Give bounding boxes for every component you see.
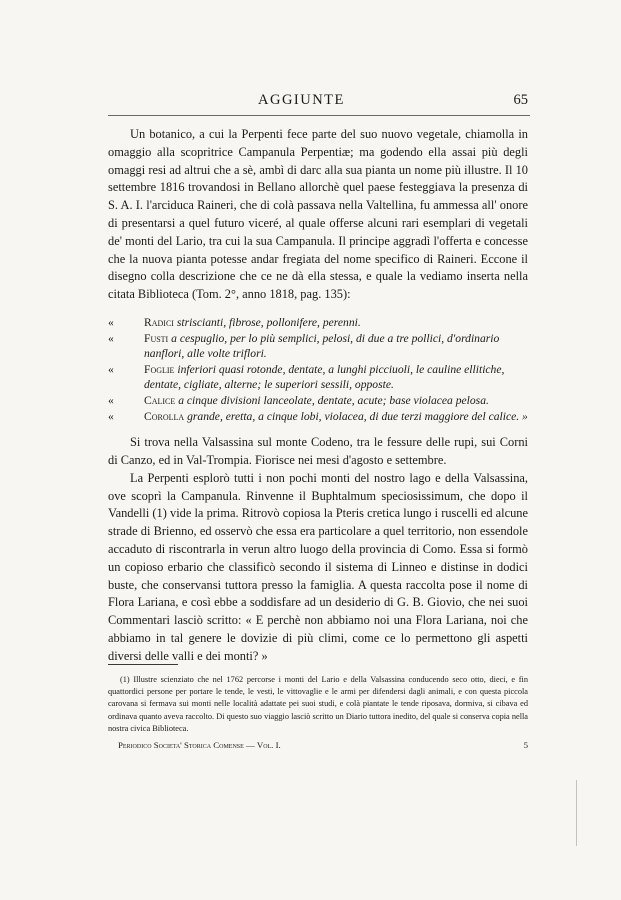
quote-term: Fusti (144, 331, 169, 345)
page-number: 65 (513, 92, 528, 108)
header-rule (108, 115, 530, 116)
main-text (108, 126, 528, 665)
quote-line: « Calice a cinque divisioni lanceolate, dentate, acute; base violacea pelosa. (108, 393, 489, 407)
quote-term: Calice (144, 393, 176, 407)
header-title: AGGIUNTE (258, 92, 345, 108)
quote-term: Corolla (144, 409, 185, 423)
plant-description (108, 315, 528, 424)
footnote-rule (108, 664, 178, 665)
quote-line: « Foglie inferiori quasi rotonde, dentate, a lunghi picciuoli, le cauline ellitiche, dentate, cigliate, alterne; le superiori sessili, opposte. (108, 362, 505, 392)
paragraph: La Perpenti esplorò tutti i non pochi monti del nostro lago e della Valsassina, ove scoprì la Campanula. Rinvenne il Buphtalmum speciosissimum, che dopo il Vandelli (1) vide la prima. Ritrovò copiosa la Pteris cretica lungo i ruscelli ed alcune strade di Brienno, ed osservò che essa era particolare a quel territorio, non essendole accaduto di riscontrarla in verun altro luogo della provincia di Como. Essa si formò un copioso erbario che classificò secondo il sistema di Linneo e distinse in dodici buste, che conservansi tuttora presso la famiglia. A questa raccolta pose il nome di Flora Lariana, e così ebbe a soddisfare ad un desiderio di G. B. Giovio, che nei suoi Commentari lasciò scritto: « E perchè non abbiamo noi una Flora Lariana, noi che abbiamo in tal genere le dovizie di più climi, come ce lo permettono gli aspetti diversi delle valli e dei monti? » (108, 470, 528, 663)
quote-term: Foglie (144, 362, 175, 376)
footnote (108, 674, 528, 735)
page-footer (118, 740, 528, 750)
signature-mark: 5 (523, 740, 528, 750)
quote-line: « Fusti a cespuglio, per lo più semplici, pelosi, di due a tre pollici, d'ordinario nanflori, alle volte triflori. (108, 331, 500, 361)
quote-line: « Corolla grande, eretta, a cinque lobi, violacea, di due terzi maggiore del calice. » (108, 409, 528, 423)
quote-term: Radici (144, 315, 174, 329)
footnote-text: (1) Illustre scienziato che nel 1762 percorse i monti del Lario e della Valsassina conducendo seco otto, dieci, e fin quattordici persone per portare le tende, le vesti, le vittovaglie e le armi per difendersi dagli animali, e con questa piccola carovana si fermava sui monti nelle località adattate pei suoi studi, e colà piantate le tende riposava, dormiva, si cibava ed ordinava quanto aveva raccolto. Di questo suo viaggio lasciò scritto un Diario tuttora inedito, del quale si conserva copia nella nostra civica Biblioteca. (108, 675, 528, 733)
paper-edge-mark (576, 780, 577, 846)
running-header (108, 92, 528, 114)
journal-line: Periodico Societa' Storica Comense — Vol. I. (118, 740, 281, 750)
quote-line: « Radici striscianti, fibrose, pollonifere, perenni. (108, 315, 361, 329)
paragraph: Si trova nella Valsassina sul monte Codeno, tra le fessure delle rupi, sui Corni di Canzo, ed in Val-Trompia. Fiorisce nei mesi d'agosto e settembre. (108, 435, 528, 467)
paragraph: Un botanico, a cui la Perpenti fece parte del suo nuovo vegetale, chiamolla in omaggio alla scopritrice Campanula Perpentiæ; ma godendo ella assai più degli omaggi resi ad altrui che a sè, ambì di darc alla sua pianta un nome più illustre. Il 10 settembre 1816 trovandosi in Bellano allorchè quel paese festeggiava la presenza di S. A. I. l'arciduca Raineri, che di colà passava nella Valtellina, fu ammessa all' onore di presentarsi a quel futuro viceré, al quale offerse alcuni rari esemplari di vegetali de' monti del Lario, tra cui la sua Campanula. Il principe aggradì l'offerta e concesse che la nuova pianta potesse andar fregiata del nome specifico di Raineri. Eccone il disegno colla descrizione che ce ne dà ella stessa, e quale la vediamo inserta nella citata Biblioteca (Tom. 2°, anno 1818, pag. 135): (108, 127, 528, 302)
